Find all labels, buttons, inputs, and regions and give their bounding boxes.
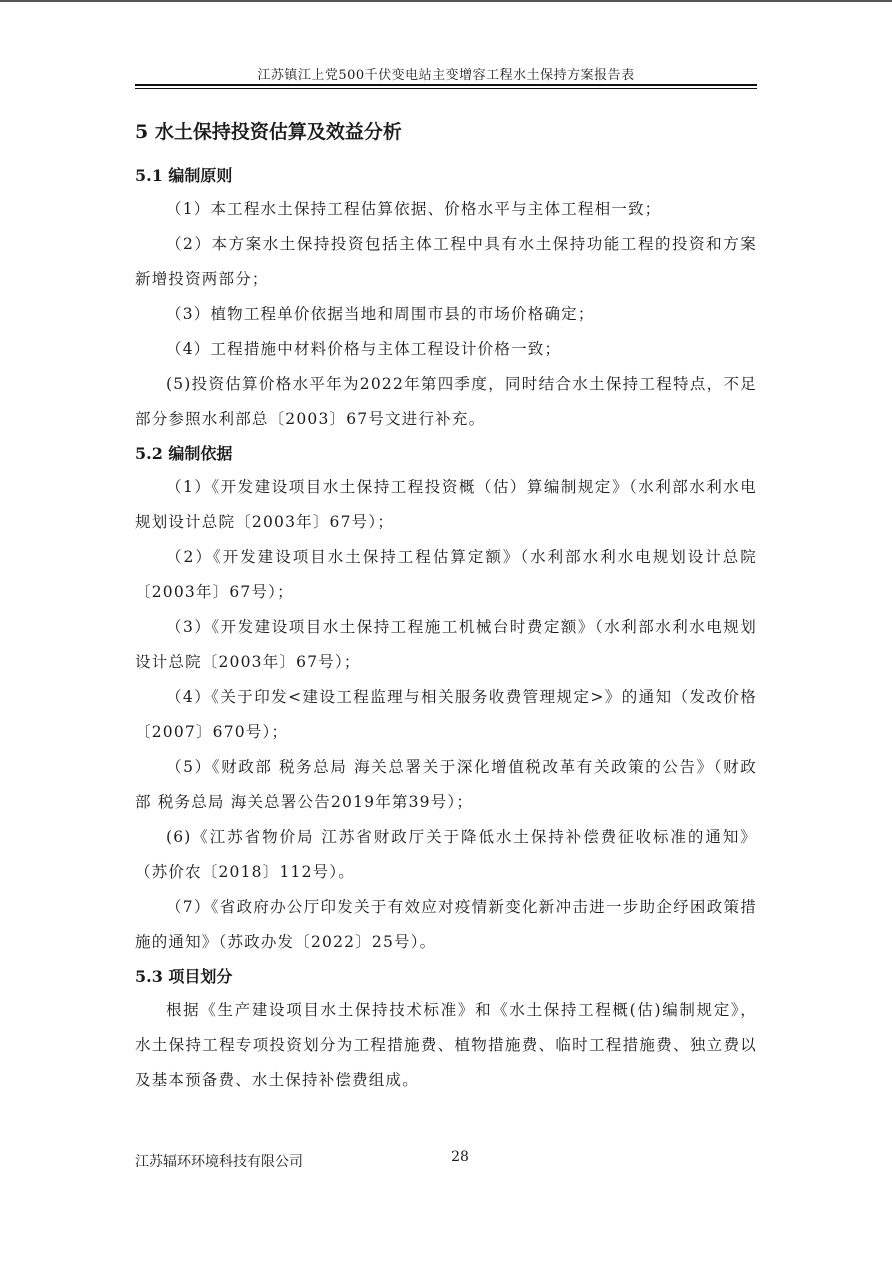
header-rule-thick xyxy=(135,84,757,86)
section-5-title: 5 水土保持投资估算及效益分析 xyxy=(135,121,402,143)
footer-company: 江苏辐环环境科技有限公司 xyxy=(135,1154,303,1170)
project-division-text: 根据《生产建设项目水土保持技术标准》和《水土保持工程概(估)编制规定》，水土保持工程专项投资划分为工程措施费、植物措施费、临时工程措施费、独立费以及基本预备费、水土保持补偿费组成。 xyxy=(135,1001,757,1089)
page-top-border xyxy=(0,0,892,2)
basis-item-1: （1）《开发建设项目水土保持工程投资概（估）算编制规定》（水利部水利水电规划设计总院〔2003年〕67号）； xyxy=(135,478,757,531)
basis-item-6: (6)《江苏省物价局 江苏省财政厅关于降低水土保持补偿费征收标准的通知》（苏价农〔2018〕112号）。 xyxy=(135,828,757,881)
page-number: 28 xyxy=(451,1149,469,1165)
section-5-1-title: 5.1 编制原则 xyxy=(135,166,233,185)
principle-item-5: (5)投资估算价格水平年为2022年第四季度，同时结合水土保持工程特点，不足部分参照水利部总〔2003〕67号文进行补充。 xyxy=(135,375,757,428)
principle-item-2: （2）本方案水土保持投资包括主体工程中具有水土保持功能工程的投资和方案新增投资两部分； xyxy=(135,235,757,288)
running-header: 江苏镇江上党500千伏变电站主变增容工程水土保持方案报告表 xyxy=(257,68,635,83)
basis-item-2: （2）《开发建设项目水土保持工程估算定额》（水利部水利水电规划设计总院〔2003年〕67号）； xyxy=(135,548,757,601)
basis-item-3: （3）《开发建设项目水土保持工程施工机械台时费定额》（水利部水利水电规划设计总院〔2003年〕67号）； xyxy=(135,618,757,671)
section-5-3-title: 5.3 项目划分 xyxy=(135,967,233,986)
principle-item-1: （1）本工程水土保持工程估算依据、价格水平与主体工程相一致； xyxy=(166,200,662,218)
principle-item-4: （4）工程措施中材料价格与主体工程设计价格一致； xyxy=(166,340,562,358)
basis-item-7: （7）《省政府办公厅印发关于有效应对疫情新变化新冲击进一步助企纾困政策措施的通知》（苏政办发〔2022〕25号）。 xyxy=(135,898,757,951)
page-body xyxy=(135,116,757,1098)
basis-item-4: （4）《关于印发<建设工程监理与相关服务收费管理规定>》的通知（发改价格〔2007〕670号）； xyxy=(135,688,757,741)
basis-item-5: （5）《财政部 税务总局 海关总署关于深化增值税改革有关政策的公告》（财政部 税务总局 海关总署公告2019年第39号）； xyxy=(135,758,757,811)
section-5-2-title: 5.2 编制依据 xyxy=(135,444,233,463)
header-rule-thin xyxy=(135,88,757,89)
principle-item-3: （3）植物工程单价依据当地和周围市县的市场价格确定； xyxy=(166,305,595,323)
